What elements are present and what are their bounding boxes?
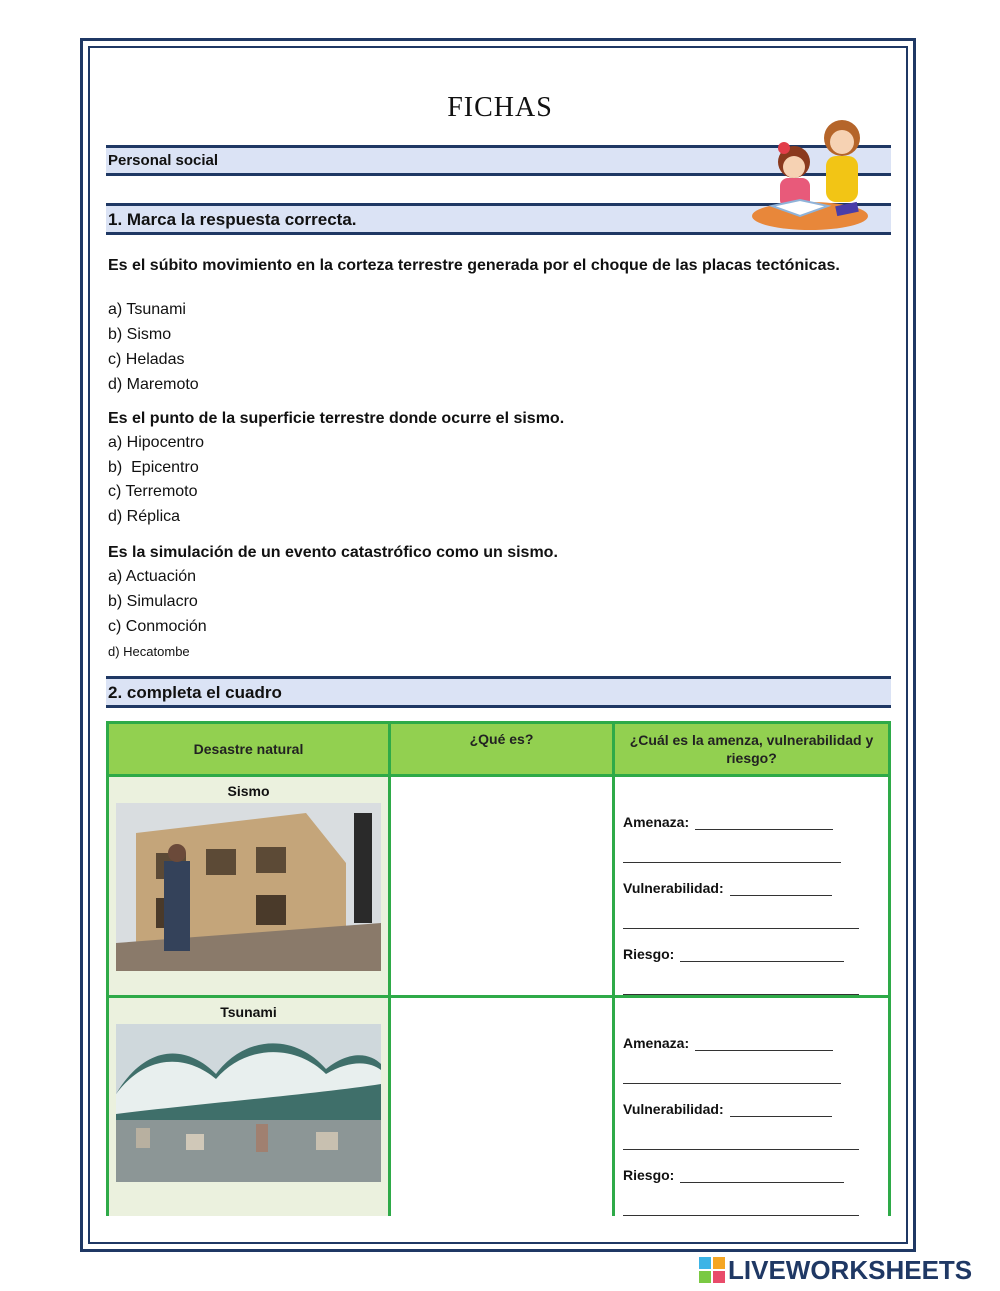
page-title: FICHAS [447,92,553,123]
risk-cell-sismo [614,776,890,997]
liveworksheets-logo[interactable] [699,1256,972,1284]
q3-option-a[interactable]: a) Actuación [108,568,197,585]
q2-option-a[interactable]: a) Hipocentro [108,434,205,451]
question-3: Es la simulación de un evento catastrófico como un sismo. [108,544,558,561]
disaster-name: Tsunami [220,1004,277,1020]
earthquake-photo [116,803,381,971]
riesgo-label: Riesgo: [623,946,675,962]
table-row-tsunami [108,997,390,1217]
risk-cell-tsunami [614,997,890,1217]
q1-option-d[interactable]: d) Maremoto [108,376,199,393]
amenaza-input-2[interactable] [623,1069,841,1084]
amenaza-label: Amenaza: [623,1035,690,1051]
header-disaster: Desastre natural [108,723,390,776]
what-is-answer-tsunami[interactable] [390,997,614,1217]
brand-name: LIVEWORKSHEETS [728,1254,973,1285]
disaster-name: Sismo [227,783,270,799]
q2-option-c[interactable]: c) Terremoto [108,483,198,500]
riesgo-input[interactable] [680,947,844,962]
question-2: Es el punto de la superficie terrestre donde ocurre el sismo. [108,410,565,427]
vulnerabilidad-label: Vulnerabilidad: [623,880,724,896]
subject-label: Personal social [108,152,219,169]
vulnerabilidad-input[interactable] [730,1102,832,1117]
tsunami-photo [116,1024,381,1182]
vulnerabilidad-input-2[interactable] [623,914,859,929]
table-row-sismo [108,776,390,997]
q1-option-c[interactable]: c) Heladas [108,351,185,368]
section1-heading: 1. Marca la respuesta correcta. [108,210,357,229]
what-is-answer-sismo[interactable] [390,776,614,997]
section2-band [106,676,891,708]
girls-reading-illustration [750,112,880,234]
q2-option-b[interactable]: b) Epicentro [108,459,199,476]
q3-option-b[interactable]: b) Simulacro [108,593,198,610]
vulnerabilidad-input-2[interactable] [623,1135,859,1150]
riesgo-input-2[interactable] [623,980,859,995]
riesgo-label: Riesgo: [623,1167,675,1183]
disaster-table [106,721,891,1216]
amenaza-label: Amenaza: [623,814,690,830]
amenaza-input[interactable] [695,1036,833,1051]
section2-heading: 2. completa el cuadro [108,683,282,702]
header-what-is: ¿Qué es? [390,723,614,776]
amenaza-input-2[interactable] [623,848,841,863]
q1-option-b[interactable]: b) Sismo [108,326,172,343]
header-risk: ¿Cuál es la amenza, vulnerabilidad y riesgo? [614,723,890,776]
amenaza-input[interactable] [695,815,833,830]
q1-option-a[interactable]: a) Tsunami [108,301,186,318]
question-1: Es el súbito movimiento en la corteza terrestre generada por el choque de las placas tectónicas. [108,257,840,274]
q3-option-d[interactable]: d) Hecatombe [108,644,190,659]
q3-option-c[interactable]: c) Conmoción [108,618,207,635]
q2-option-d[interactable]: d) Réplica [108,508,181,525]
vulnerabilidad-label: Vulnerabilidad: [623,1101,724,1117]
vulnerabilidad-input[interactable] [730,881,832,896]
riesgo-input-2[interactable] [623,1201,859,1216]
riesgo-input[interactable] [680,1168,844,1183]
liveworksheets-logo-icon [699,1257,725,1283]
